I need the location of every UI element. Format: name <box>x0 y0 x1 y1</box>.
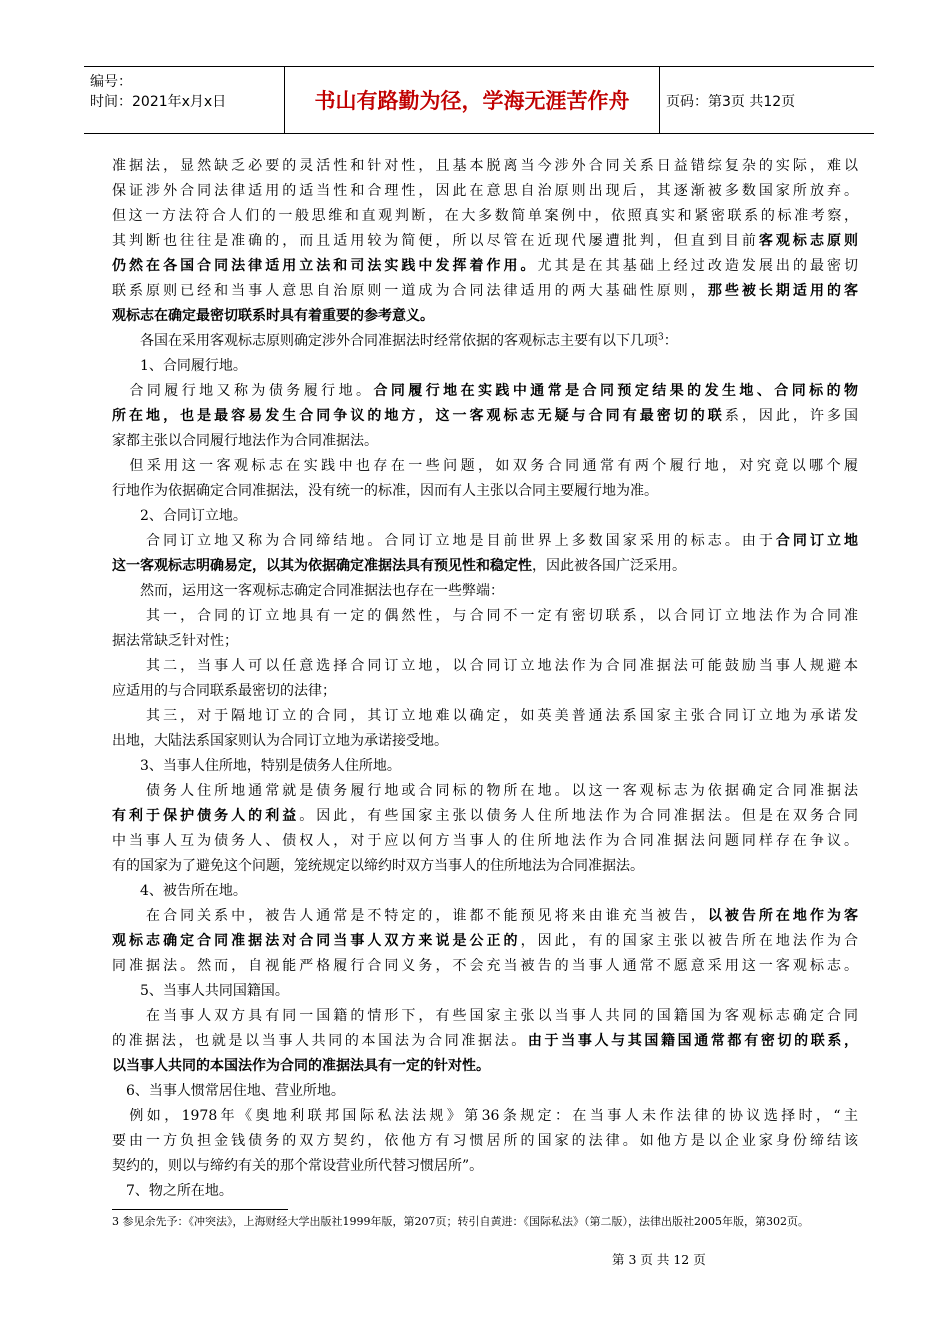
section-heading: 4、被告所在地。 <box>112 883 247 899</box>
section-heading: 7、物之所在地。 <box>112 1183 233 1199</box>
text-line: 其三，对于隔地订立的合同，其订立地难以确定，如英美普通法系国家主张合同订立地为承诺发 <box>112 708 858 724</box>
text-line: 观标志在确定最密切联系时具有着重要的参考意义。 <box>112 308 434 324</box>
text-line: 所在地，也是最容易发生合同争议的地方，这一客观标志无疑与合同有最密切的联系，因此，许多国 <box>112 408 859 424</box>
page-label: 页码：第3页 共12页 <box>666 94 796 110</box>
text-line: 但采用这一客观标志在实践中也存在一些问题，如双务合同通常有两个履行地，对究竟以哪个履 <box>112 458 858 474</box>
text-line: 仍然在各国合同法律适用立法和司法实践中发挥着作用。尤其是在其基础上经过改造发展出的最密切 <box>112 258 859 274</box>
time-label: 时间：2021年x月x日 <box>90 94 227 110</box>
text-line: 同准据法。然而，自视能严格履行合同义务，不会充当被告的当事人通常不愿意采用这一客观标志。 <box>112 958 858 974</box>
text-line: 准据法，显然缺乏必要的灵活性和针对性，且基本脱离当今涉外合同关系日益错综复杂的实际，难以 <box>112 158 858 174</box>
footnote-rule <box>112 1209 288 1210</box>
text-line: 有利于保护债务人的利益。因此，有些国家主张以债务人住所地法作为合同准据法。但是在双务合同 <box>112 808 859 824</box>
text-line: 家都主张以合同履行地法作为合同准据法。 <box>112 433 378 449</box>
text-line: 但这一方法符合人们的一般思维和直观判断，在大多数简单案例中，依照真实和紧密联系的标准考察， <box>112 208 858 224</box>
page-footer: 第 3 页 共 12 页 <box>612 1252 706 1267</box>
motto: 书山有路勤为径，学海无涯苦作舟 <box>284 67 660 133</box>
section-heading: 1、合同履行地。 <box>112 358 247 374</box>
text-line: 联系原则已经和当事人意思自治原则一道成为合同法律适用的两大基础性原则，那些被长期适用的客 <box>112 283 858 299</box>
text-line: 行地作为依据确定合同准据法，没有统一的标准，因而有人主张以合同主要履行地为准。 <box>112 483 658 499</box>
text-line: 要由一方负担金钱债务的双方契约，依他方有习惯居所的国家的法律。如他方是以企业家身份缔结该 <box>112 1133 858 1149</box>
page-header <box>84 66 874 134</box>
text-line: 以当事人共同的本国法作为合同的准据法具有一定的针对性。 <box>112 1058 490 1074</box>
section-heading: 5、当事人共同国籍国。 <box>112 983 289 999</box>
text-line: 然而，运用这一客观标志确定合同准据法也存在一些弊端： <box>112 583 504 599</box>
text-line: 合同履行地又称为债务履行地。合同履行地在实践中通常是合同预定结果的发生地、合同标的物 <box>112 383 859 399</box>
text-line: 观标志确定合同准据法对合同当事人双方来说是公正的，因此，有的国家主张以被告所在地法作为合 <box>112 933 859 949</box>
text-line: 出地，大陆法系国家则认为合同订立地为承诺接受地。 <box>112 733 448 749</box>
text-line: 其一，合同的订立地具有一定的偶然性，与合同不一定有密切联系，以合同订立地法作为合同准 <box>112 608 858 624</box>
text-line: 保证涉外合同法律适用的适当性和合理性，因此在意思自治原则出现后，其逐渐被多数国家所放弃。 <box>112 183 858 199</box>
text-line: 中当事人互为债务人、债权人，对于应以何方当事人的住所地法作为合同准据法问题同样存在争议。 <box>112 833 858 849</box>
text-line: 例如，1978年《奥地利联邦国际私法法规》第36条规定：在当事人未作法律的协议选择时，“主 <box>112 1108 858 1124</box>
footnote: 3 参见余先予：《冲突法》，上海财经大学出版社1999年版，第207页；转引自黄进：《国际私法》（第二版），法律出版社2005年版，第302页。 <box>112 1215 809 1228</box>
text-line: 据法常缺乏针对性； <box>112 633 238 649</box>
text-line: 其二，当事人可以任意选择合同订立地，以合同订立地法作为合同准据法可能鼓励当事人规避本 <box>112 658 858 674</box>
section-heading: 3、当事人住所地，特别是债务人住所地。 <box>112 758 401 774</box>
section-heading: 2、合同订立地。 <box>112 508 247 524</box>
text-line: 债务人住所地通常就是债务履行地或合同标的物所在地。以这一客观标志为依据确定合同准据法 <box>112 783 858 799</box>
header-meta <box>84 67 284 133</box>
text-line: 应适用的与合同联系最密切的法律； <box>112 683 336 699</box>
text-line: 合同订立地又称为合同缔结地。合同订立地是目前世界上多数国家采用的标志。由于合同订立地 <box>112 533 858 549</box>
text-line: 各国在采用客观标志原则确定涉外合同准据法时经常依据的客观标志主要有以下几项$^3$： <box>112 332 678 349</box>
text-line: 的准据法，也就是以当事人共同的本国法为合同准据法。由于当事人与其国籍国通常都有密切的联系， <box>112 1033 859 1049</box>
section-heading: 6、当事人惯常居住地、营业所地。 <box>112 1083 345 1099</box>
text-line: 在合同关系中，被告人通常是不特定的，谁都不能预见将来由谁充当被告，以被告所在地作为客 <box>112 908 858 924</box>
text-line: 在当事人双方具有同一国籍的情形下，有些国家主张以当事人共同的国籍国为客观标志确定合同 <box>112 1008 858 1024</box>
footnote-ref: 3 <box>658 332 664 343</box>
serial-label: 编号： <box>90 74 132 90</box>
text-line: 有的国家为了避免这个问题，笼统规定以缔约时双方当事人的住所地法为合同准据法。 <box>112 858 644 874</box>
text-line: 契约的，则以与缔约有关的那个常设营业所代替习惯居所”。 <box>112 1158 484 1174</box>
text-line: 其判断也往往是准确的，而且适用较为简便，所以尽管在近现代屡遭批判，但直到目前客观标志原则 <box>112 233 859 249</box>
text-line: 这一客观标志明确易定，以其为依据确定准据法具有预见性和稳定性，因此被各国广泛采用。 <box>112 558 686 574</box>
